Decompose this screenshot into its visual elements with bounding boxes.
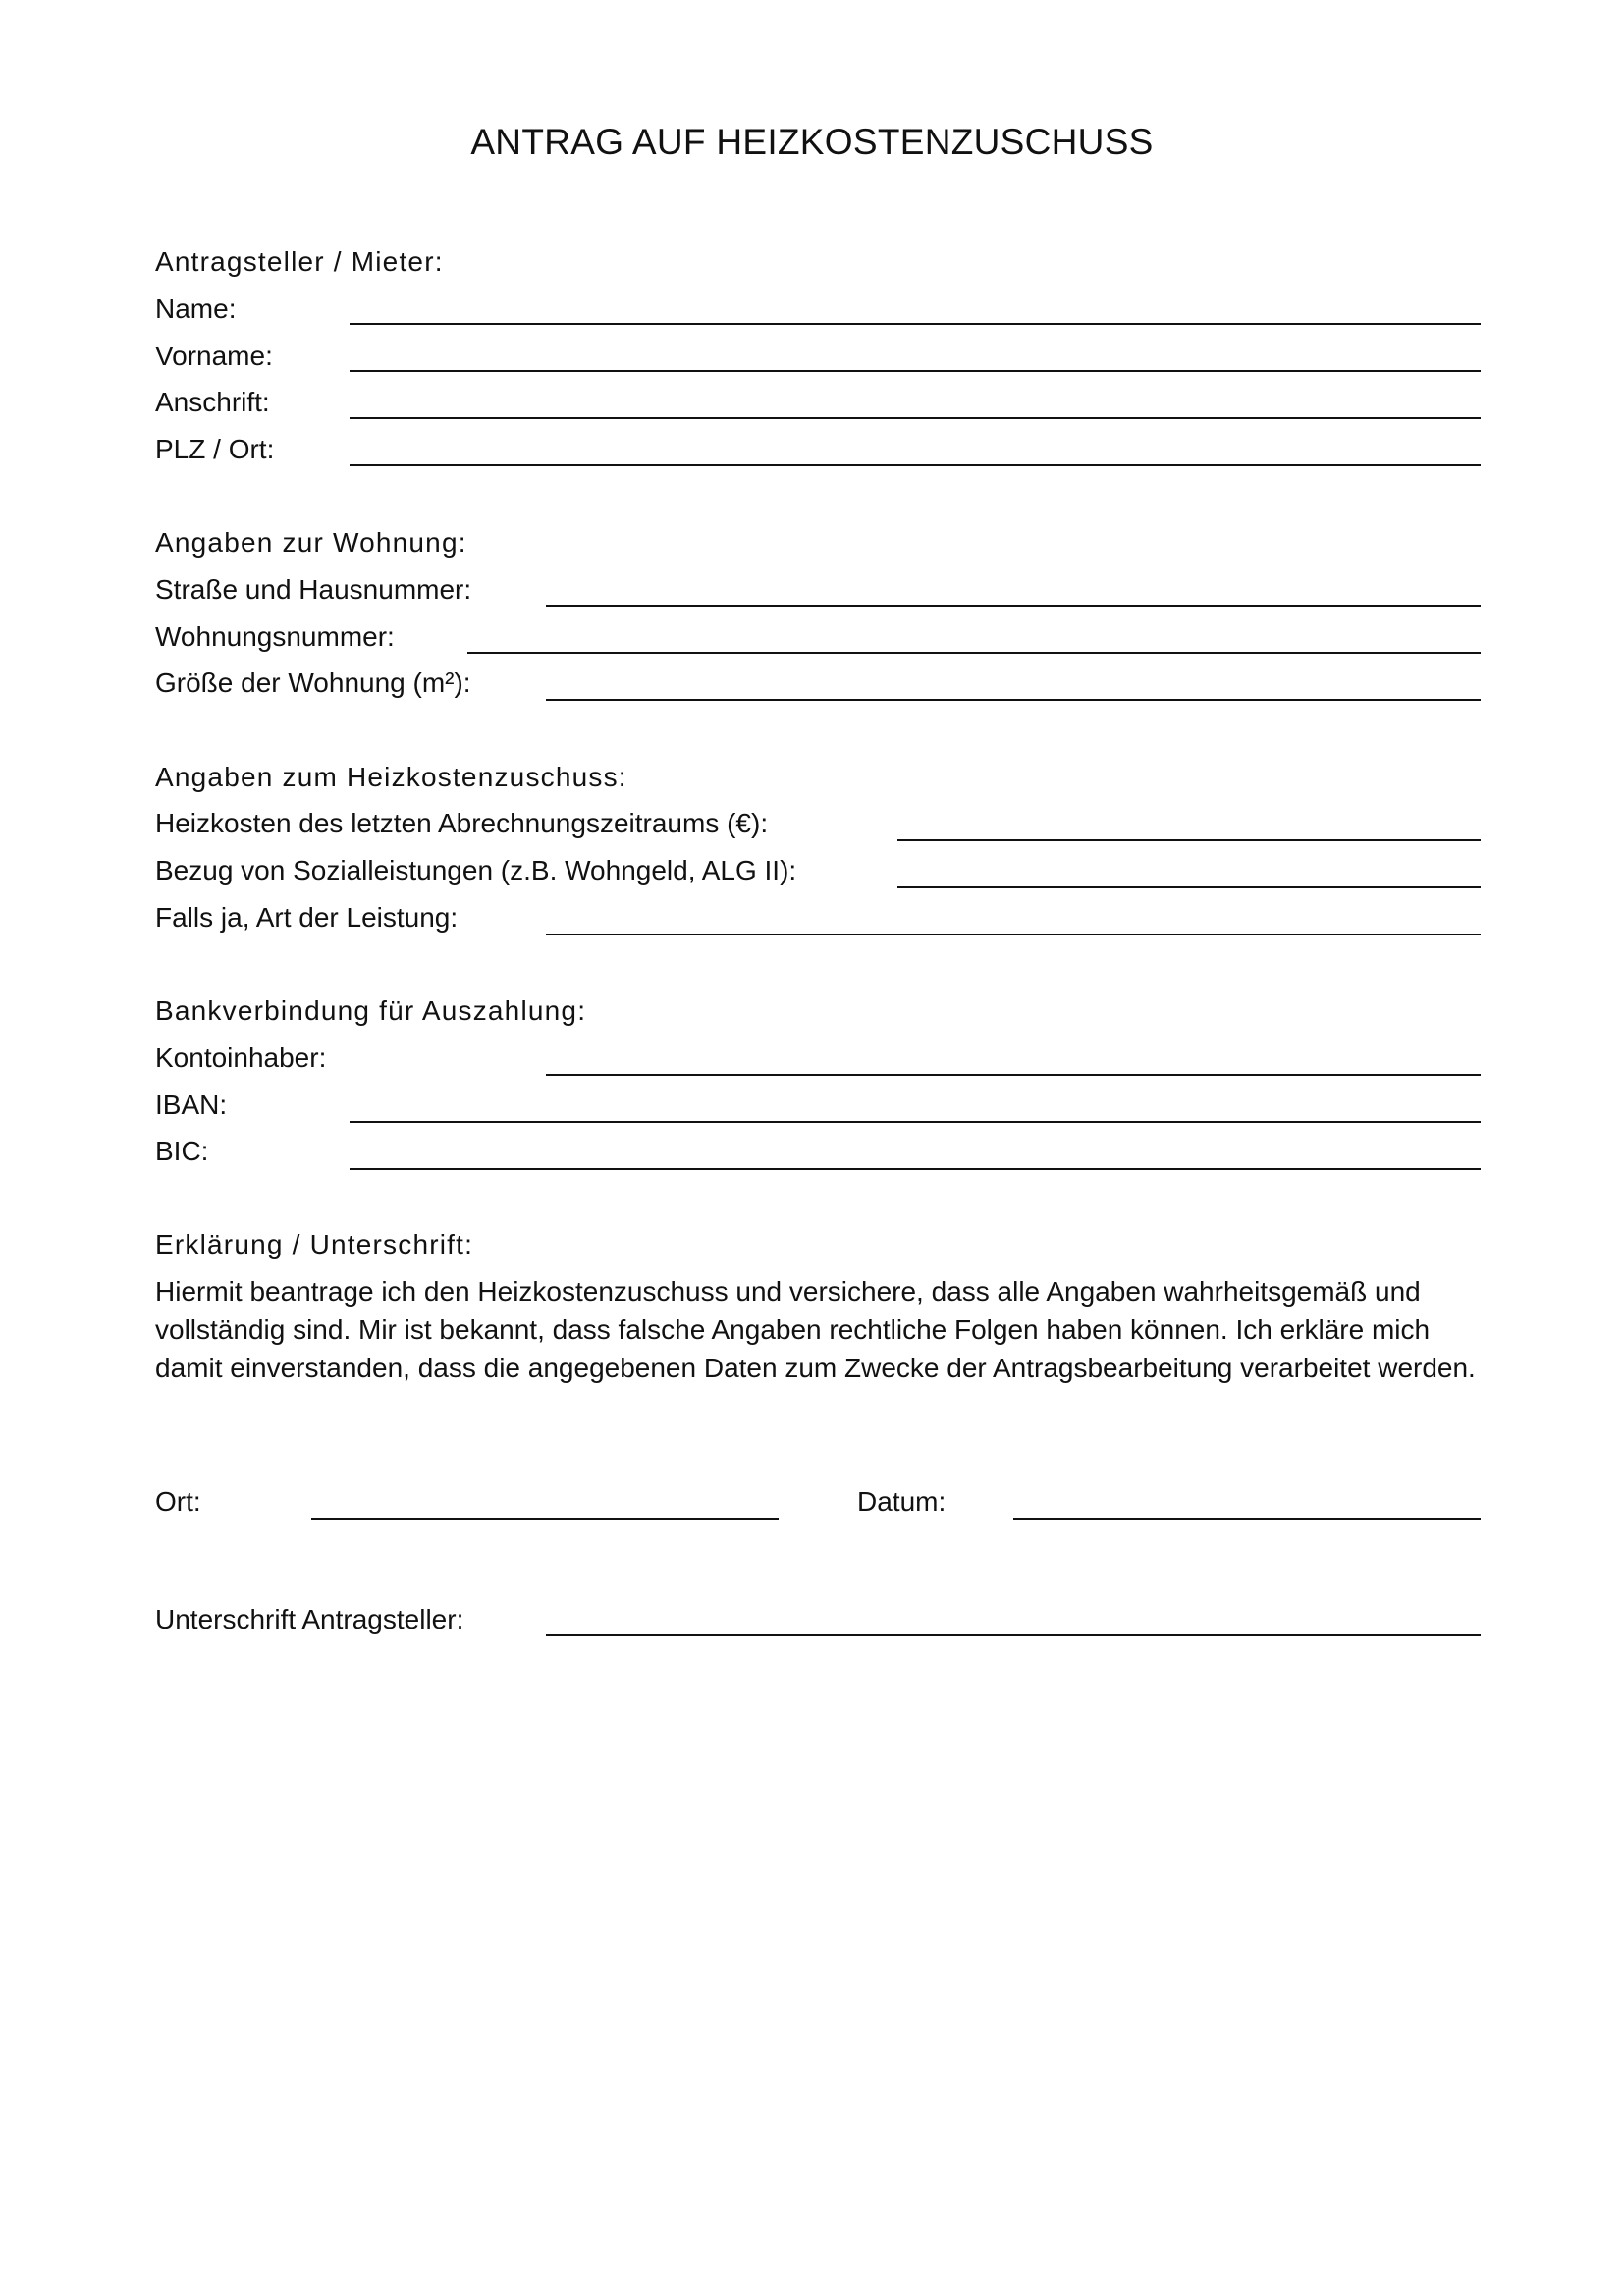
section-heading-subsidy: Angaben zum Heizkostenzuschuss: [155, 762, 627, 792]
account-holder-field[interactable] [546, 1074, 1481, 1076]
declaration-line: vollständig sind. Mir ist bekannt, dass falsche Angaben rechtliche Folgen haben können. Ich erkläre mich [155, 1314, 1431, 1345]
page-title: ANTRAG AUF HEIZKOSTENZUSCHUSS [470, 122, 1154, 162]
street-field[interactable] [546, 605, 1481, 607]
zip-city-field[interactable] [350, 464, 1481, 466]
declaration-line: Hiermit beantrage ich den Heizkostenzuschuss und versichere, dass alle Angaben wahrheitsgemäß und [155, 1276, 1421, 1307]
signature-label: Unterschrift Antragsteller: [155, 1604, 464, 1634]
signature-field[interactable] [546, 1634, 1481, 1636]
address-label: Anschrift: [155, 387, 270, 417]
iban-label: IBAN: [155, 1090, 228, 1120]
benefit-type-field[interactable] [546, 934, 1481, 935]
name-field[interactable] [350, 323, 1481, 325]
bic-label: BIC: [155, 1136, 209, 1166]
address-field[interactable] [350, 417, 1481, 419]
name-label: Name: [155, 294, 237, 324]
declaration-text [155, 1272, 1490, 1387]
place-label: Ort: [155, 1486, 201, 1517]
section-heading-bank: Bankverbindung für Auszahlung: [155, 995, 587, 1026]
section-heading-declaration: Erklärung / Unterschrift: [155, 1229, 474, 1259]
social-benefits-label: Bezug von Sozialleistungen (z.B. Wohngeld, ALG II): [155, 855, 797, 885]
section-heading-applicant: Antragsteller / Mieter: [155, 246, 444, 277]
place-field[interactable] [311, 1518, 779, 1520]
heating-costs-field[interactable] [897, 839, 1481, 841]
bic-field[interactable] [350, 1168, 1481, 1170]
social-benefits-field[interactable] [897, 886, 1481, 888]
size-field[interactable] [546, 699, 1481, 701]
date-label: Datum: [857, 1486, 947, 1517]
firstname-field[interactable] [350, 370, 1481, 372]
date-field[interactable] [1013, 1518, 1481, 1520]
benefit-type-label: Falls ja, Art der Leistung: [155, 902, 459, 933]
section-heading-apartment: Angaben zur Wohnung: [155, 527, 467, 558]
zip-city-label: PLZ / Ort: [155, 434, 275, 464]
iban-field[interactable] [350, 1121, 1481, 1123]
declaration-line: damit einverstanden, dass die angegebenen Daten zum Zwecke der Antragsbearbeitung verarbeitet werden. [155, 1353, 1476, 1383]
street-label: Straße und Hausnummer: [155, 574, 472, 605]
unit-label: Wohnungsnummer: [155, 621, 395, 652]
account-holder-label: Kontoinhaber: [155, 1042, 327, 1073]
heating-costs-label: Heizkosten des letzten Abrechnungszeitraums (€): [155, 808, 769, 838]
unit-field[interactable] [467, 652, 1481, 654]
size-label: Größe der Wohnung (m²): [155, 667, 471, 698]
firstname-label: Vorname: [155, 341, 273, 371]
